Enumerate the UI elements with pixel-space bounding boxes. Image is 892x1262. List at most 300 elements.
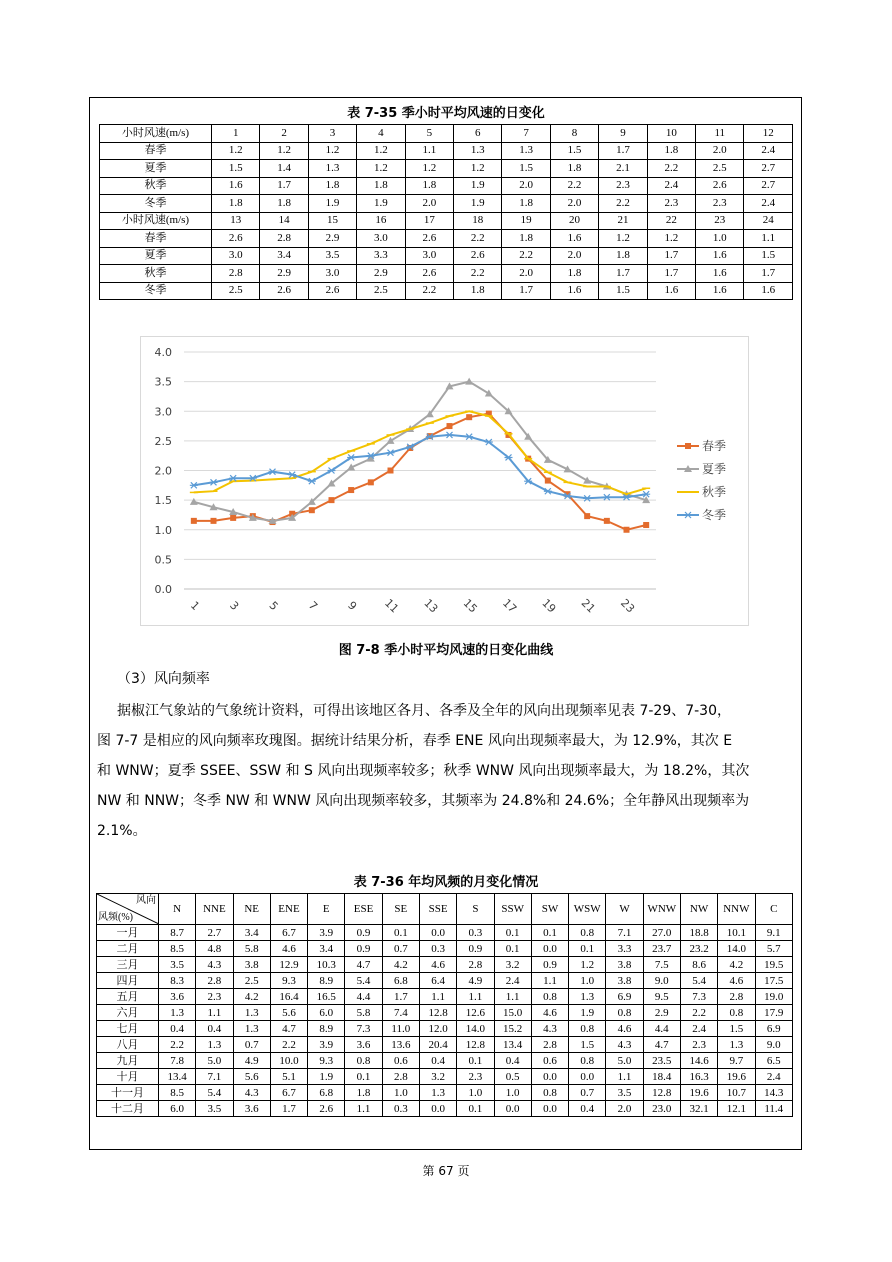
value-cell: 1.1 (405, 142, 453, 160)
value-cell: 0.8 (531, 989, 568, 1005)
value-cell: 3.6 (159, 989, 196, 1005)
value-cell: 7.3 (345, 1021, 382, 1037)
value-cell: 1.6 (696, 247, 744, 265)
value-cell: 4.7 (345, 957, 382, 973)
value-cell: 1.7 (599, 142, 647, 160)
frequency-label: 风频(%) (98, 912, 133, 923)
value-cell: 0.9 (457, 941, 494, 957)
table-35-caption: 表 7-35 季小时平均风速的日变化 (347, 106, 545, 121)
table-row (100, 230, 793, 248)
y-tick-label: 1.5 (154, 494, 172, 508)
hour-cell: 10 (647, 125, 695, 143)
value-cell: 4.4 (345, 989, 382, 1005)
hourly-wind-speed-chart (140, 336, 749, 626)
value-cell: 4.2 (718, 957, 755, 973)
value-cell: 10.3 (308, 957, 345, 973)
value-cell: 17.9 (755, 1005, 793, 1021)
value-cell: 8.3 (159, 973, 196, 989)
value-cell: 1.7 (647, 265, 695, 283)
season-cell: 春季 (100, 230, 212, 248)
value-cell: 2.0 (405, 195, 453, 213)
value-cell: 6.9 (755, 1021, 793, 1037)
value-cell: 1.5 (212, 160, 260, 178)
value-cell: 4.3 (606, 1037, 643, 1053)
value-cell: 6.7 (270, 925, 307, 941)
value-cell: 0.8 (606, 1005, 643, 1021)
value-cell: 9.5 (643, 989, 680, 1005)
value-cell: 17.5 (755, 973, 793, 989)
value-cell: 3.8 (606, 973, 643, 989)
paragraph-line: 2.1%。 (97, 823, 147, 839)
value-cell: 1.2 (357, 142, 405, 160)
hour-cell: 24 (744, 212, 793, 230)
value-cell: 0.4 (419, 1053, 456, 1069)
value-cell: 5.7 (755, 941, 793, 957)
value-cell: 1.1 (531, 973, 568, 989)
value-cell: 0.4 (569, 1101, 606, 1117)
value-cell: 2.0 (502, 265, 550, 283)
table-header-row (97, 894, 793, 925)
value-cell: 1.6 (647, 282, 695, 300)
value-cell: 0.1 (345, 1069, 382, 1085)
direction-header-cell: WSW (569, 894, 606, 925)
value-cell: 6.8 (382, 973, 419, 989)
value-cell: 0.9 (531, 957, 568, 973)
value-cell: 3.2 (419, 1069, 456, 1085)
paragraph-line: NW 和 NNW；冬季 NW 和 WNW 风向出现频率较多，其频率为 24.8%和 24.6%；全年静风出现频率为 (97, 793, 750, 809)
value-cell: 2.8 (382, 1069, 419, 1085)
table-row (97, 989, 793, 1005)
value-cell: 3.9 (308, 925, 345, 941)
x-tick-label: 3 (227, 598, 242, 614)
direction-header-cell: ENE (270, 894, 307, 925)
value-cell: 3.8 (233, 957, 270, 973)
value-cell: 9.0 (755, 1037, 793, 1053)
body-paragraph (97, 696, 797, 846)
value-cell: 16.3 (680, 1069, 717, 1085)
value-cell: 1.8 (405, 177, 453, 195)
y-tick-label: 3.5 (154, 375, 172, 389)
value-cell: 1.6 (212, 177, 260, 195)
value-cell: 9.0 (643, 973, 680, 989)
value-cell: 0.7 (233, 1037, 270, 1053)
value-cell: 0.0 (531, 941, 568, 957)
value-cell: 19.6 (680, 1085, 717, 1101)
value-cell: 5.6 (270, 1005, 307, 1021)
value-cell: 2.6 (696, 177, 744, 195)
value-cell: 12.6 (457, 1005, 494, 1021)
value-cell: 2.2 (270, 1037, 307, 1053)
value-cell: 1.2 (212, 142, 260, 160)
hour-cell: 22 (647, 212, 695, 230)
value-cell: 1.7 (502, 282, 550, 300)
hour-cell: 23 (696, 212, 744, 230)
value-cell: 11.0 (382, 1021, 419, 1037)
value-cell: 2.4 (680, 1021, 717, 1037)
value-cell: 19.6 (718, 1069, 755, 1085)
value-cell: 0.3 (457, 925, 494, 941)
value-cell: 5.6 (233, 1069, 270, 1085)
value-cell: 3.0 (308, 265, 356, 283)
direction-header-cell: E (308, 894, 345, 925)
value-cell: 4.6 (606, 1021, 643, 1037)
value-cell: 2.3 (647, 195, 695, 213)
y-tick-label: 2.0 (154, 464, 172, 478)
value-cell: 0.7 (569, 1085, 606, 1101)
value-cell: 2.2 (454, 265, 502, 283)
value-cell: 1.3 (454, 142, 502, 160)
value-cell: 1.7 (647, 247, 695, 265)
value-cell: 1.8 (550, 265, 598, 283)
data-point (329, 497, 335, 503)
value-cell: 16.5 (308, 989, 345, 1005)
value-cell: 2.5 (233, 973, 270, 989)
direction-header-cell: ESE (345, 894, 382, 925)
value-cell: 1.1 (494, 989, 531, 1005)
value-cell: 9.1 (755, 925, 793, 941)
value-cell: 2.4 (755, 1069, 793, 1085)
value-cell: 12.1 (718, 1101, 755, 1117)
legend-label: 秋季 (702, 485, 727, 499)
value-cell: 0.3 (419, 941, 456, 957)
value-cell: 0.1 (569, 941, 606, 957)
data-point (388, 468, 394, 474)
value-cell: 2.9 (308, 230, 356, 248)
value-cell: 0.8 (718, 1005, 755, 1021)
value-cell: 1.5 (599, 282, 647, 300)
value-cell: 3.0 (405, 247, 453, 265)
value-cell: 2.3 (196, 989, 233, 1005)
value-cell: 1.8 (308, 177, 356, 195)
value-cell: 3.2 (494, 957, 531, 973)
value-cell: 2.8 (260, 230, 308, 248)
x-tick-label: 19 (539, 596, 559, 616)
value-cell: 0.4 (196, 1021, 233, 1037)
value-cell: 1.7 (270, 1101, 307, 1117)
value-cell: 1.5 (569, 1037, 606, 1053)
value-cell: 0.8 (569, 925, 606, 941)
value-cell: 12.8 (643, 1085, 680, 1101)
x-tick-label: 15 (460, 596, 480, 616)
value-cell: 0.9 (345, 925, 382, 941)
hour-cell: 4 (357, 125, 405, 143)
value-cell: 1.1 (196, 1005, 233, 1021)
table-header-row (100, 125, 793, 143)
value-cell: 2.6 (308, 1101, 345, 1117)
data-point (604, 518, 610, 524)
value-cell: 2.8 (212, 265, 260, 283)
value-cell: 2.8 (196, 973, 233, 989)
value-cell: 3.5 (196, 1101, 233, 1117)
value-cell: 1.5 (718, 1021, 755, 1037)
row-header-cell: 小时风速(m/s) (100, 125, 212, 143)
value-cell: 1.6 (744, 282, 793, 300)
direction-header-cell: WNW (643, 894, 680, 925)
value-cell: 2.9 (643, 1005, 680, 1021)
table-row (100, 160, 793, 178)
value-cell: 2.2 (599, 195, 647, 213)
value-cell: 0.3 (382, 1101, 419, 1117)
legend-label: 夏季 (702, 462, 727, 476)
data-point (368, 479, 374, 485)
value-cell: 1.3 (502, 142, 550, 160)
table-row (100, 142, 793, 160)
hour-cell: 19 (502, 212, 550, 230)
month-cell: 十一月 (97, 1085, 159, 1101)
data-point (211, 518, 217, 524)
value-cell: 6.4 (419, 973, 456, 989)
value-cell: 1.2 (260, 142, 308, 160)
table-36-caption: 表 7-36 年均风频的月变化情况 (353, 875, 539, 890)
value-cell: 2.3 (457, 1069, 494, 1085)
hour-cell: 2 (260, 125, 308, 143)
value-cell: 1.1 (606, 1069, 643, 1085)
hour-cell: 12 (744, 125, 793, 143)
direction-label: 风向 (136, 895, 156, 906)
value-cell: 0.8 (569, 1021, 606, 1037)
value-cell: 8.6 (680, 957, 717, 973)
value-cell: 4.6 (419, 957, 456, 973)
month-cell: 十月 (97, 1069, 159, 1085)
table-row (97, 1085, 793, 1101)
value-cell: 3.6 (345, 1037, 382, 1053)
value-cell: 3.0 (357, 230, 405, 248)
hour-cell: 8 (550, 125, 598, 143)
table-row (100, 265, 793, 283)
value-cell: 0.4 (494, 1053, 531, 1069)
month-cell: 二月 (97, 941, 159, 957)
legend-label: 春季 (702, 439, 727, 453)
value-cell: 7.3 (680, 989, 717, 1005)
table-35 (99, 124, 793, 300)
value-cell: 1.3 (718, 1037, 755, 1053)
month-cell: 一月 (97, 925, 159, 941)
hour-cell: 15 (308, 212, 356, 230)
direction-header-cell: C (755, 894, 793, 925)
value-cell: 2.6 (454, 247, 502, 265)
direction-header-cell: NNE (196, 894, 233, 925)
value-cell: 2.4 (744, 142, 793, 160)
value-cell: 0.6 (382, 1053, 419, 1069)
y-tick-label: 0.0 (154, 583, 172, 596)
y-tick-label: 1.0 (154, 523, 172, 537)
direction-header-cell: SSW (494, 894, 531, 925)
value-cell: 1.2 (569, 957, 606, 973)
table-row (97, 1005, 793, 1021)
value-cell: 6.7 (270, 1085, 307, 1101)
value-cell: 4.3 (196, 957, 233, 973)
season-cell: 秋季 (100, 177, 212, 195)
value-cell: 5.4 (680, 973, 717, 989)
value-cell: 1.9 (308, 195, 356, 213)
value-cell: 2.2 (454, 230, 502, 248)
value-cell: 4.9 (233, 1053, 270, 1069)
direction-header-cell: SW (531, 894, 568, 925)
value-cell: 4.7 (643, 1037, 680, 1053)
season-cell: 夏季 (100, 160, 212, 178)
table-row (97, 1101, 793, 1117)
value-cell: 2.7 (196, 925, 233, 941)
value-cell: 2.4 (647, 177, 695, 195)
value-cell: 2.0 (550, 195, 598, 213)
value-cell: 2.2 (159, 1037, 196, 1053)
season-cell: 夏季 (100, 247, 212, 265)
x-tick-label: 23 (618, 596, 638, 616)
value-cell: 1.3 (569, 989, 606, 1005)
value-cell: 1.5 (502, 160, 550, 178)
value-cell: 1.8 (502, 230, 550, 248)
month-cell: 五月 (97, 989, 159, 1005)
value-cell: 0.1 (494, 925, 531, 941)
hour-cell: 20 (550, 212, 598, 230)
hour-cell: 5 (405, 125, 453, 143)
value-cell: 1.4 (260, 160, 308, 178)
data-point (348, 487, 354, 493)
month-cell: 三月 (97, 957, 159, 973)
y-tick-label: 2.5 (154, 434, 172, 448)
value-cell: 1.6 (550, 282, 598, 300)
value-cell: 2.6 (212, 230, 260, 248)
value-cell: 0.0 (531, 1069, 568, 1085)
hour-cell: 7 (502, 125, 550, 143)
value-cell: 1.7 (744, 265, 793, 283)
value-cell: 2.6 (260, 282, 308, 300)
value-cell: 1.1 (345, 1101, 382, 1117)
value-cell: 1.0 (457, 1085, 494, 1101)
value-cell: 4.4 (643, 1021, 680, 1037)
value-cell: 1.8 (647, 142, 695, 160)
hour-cell: 3 (308, 125, 356, 143)
value-cell: 3.3 (606, 941, 643, 957)
value-cell: 0.7 (382, 941, 419, 957)
value-cell: 1.3 (419, 1085, 456, 1101)
direction-header-cell: NW (680, 894, 717, 925)
value-cell: 5.0 (606, 1053, 643, 1069)
value-cell: 2.2 (680, 1005, 717, 1021)
value-cell: 14.0 (718, 941, 755, 957)
hour-cell: 14 (260, 212, 308, 230)
table-row (97, 1053, 793, 1069)
value-cell: 14.0 (457, 1021, 494, 1037)
value-cell: 5.8 (345, 1005, 382, 1021)
value-cell: 1.8 (345, 1085, 382, 1101)
value-cell: 1.2 (357, 160, 405, 178)
table-row (97, 1021, 793, 1037)
value-cell: 3.4 (308, 941, 345, 957)
value-cell: 6.5 (755, 1053, 793, 1069)
x-tick-label: 21 (578, 596, 598, 616)
value-cell: 2.6 (405, 265, 453, 283)
value-cell: 32.1 (680, 1101, 717, 1117)
direction-header-cell: SSE (419, 894, 456, 925)
value-cell: 2.8 (457, 957, 494, 973)
value-cell: 2.8 (718, 989, 755, 1005)
value-cell: 1.8 (454, 282, 502, 300)
value-cell: 27.0 (643, 925, 680, 941)
value-cell: 18.4 (643, 1069, 680, 1085)
table-row (100, 282, 793, 300)
value-cell: 9.3 (270, 973, 307, 989)
value-cell: 1.1 (744, 230, 793, 248)
value-cell: 4.2 (382, 957, 419, 973)
value-cell: 2.5 (212, 282, 260, 300)
value-cell: 1.8 (550, 160, 598, 178)
value-cell: 23.0 (643, 1101, 680, 1117)
data-point (230, 515, 236, 521)
table-row (97, 973, 793, 989)
table-row (100, 177, 793, 195)
value-cell: 3.5 (159, 957, 196, 973)
value-cell: 2.2 (647, 160, 695, 178)
value-cell: 2.2 (405, 282, 453, 300)
value-cell: 0.1 (494, 941, 531, 957)
value-cell: 3.4 (260, 247, 308, 265)
value-cell: 23.7 (643, 941, 680, 957)
value-cell: 2.6 (308, 282, 356, 300)
value-cell: 3.8 (606, 957, 643, 973)
value-cell: 0.0 (419, 1101, 456, 1117)
value-cell: 2.3 (680, 1037, 717, 1053)
value-cell: 1.6 (696, 265, 744, 283)
season-cell: 冬季 (100, 282, 212, 300)
value-cell: 12.8 (457, 1037, 494, 1053)
value-cell: 1.9 (357, 195, 405, 213)
value-cell: 1.7 (599, 265, 647, 283)
x-tick-label: 7 (305, 598, 320, 614)
value-cell: 4.3 (233, 1085, 270, 1101)
value-cell: 2.0 (550, 247, 598, 265)
value-cell: 3.3 (357, 247, 405, 265)
value-cell: 1.2 (454, 160, 502, 178)
value-cell: 6.0 (308, 1005, 345, 1021)
hour-cell: 18 (454, 212, 502, 230)
value-cell: 1.3 (159, 1005, 196, 1021)
legend-label: 冬季 (702, 508, 727, 522)
x-tick-label: 11 (382, 596, 402, 616)
value-cell: 2.5 (357, 282, 405, 300)
value-cell: 0.8 (531, 1085, 568, 1101)
value-cell: 4.9 (457, 973, 494, 989)
value-cell: 0.1 (457, 1101, 494, 1117)
x-tick-label: 17 (500, 596, 520, 616)
table-header-row (100, 212, 793, 230)
value-cell: 1.9 (454, 195, 502, 213)
paragraph-line: 图 7-7 是相应的风向频率玫瑰图。据统计结果分析，春季 ENE 风向出现频率最大，为 12.9%，其次 E (97, 733, 733, 749)
value-cell: 1.0 (569, 973, 606, 989)
value-cell: 2.4 (744, 195, 793, 213)
value-cell: 13.4 (494, 1037, 531, 1053)
value-cell: 2.3 (696, 195, 744, 213)
value-cell: 1.0 (494, 1085, 531, 1101)
data-point (584, 513, 590, 519)
value-cell: 0.8 (345, 1053, 382, 1069)
value-cell: 15.2 (494, 1021, 531, 1037)
value-cell: 4.8 (196, 941, 233, 957)
table-row (97, 1037, 793, 1053)
direction-header-cell: NE (233, 894, 270, 925)
season-cell: 春季 (100, 142, 212, 160)
month-cell: 八月 (97, 1037, 159, 1053)
value-cell: 12.9 (270, 957, 307, 973)
value-cell: 0.0 (569, 1069, 606, 1085)
value-cell: 1.2 (647, 230, 695, 248)
value-cell: 7.1 (196, 1069, 233, 1085)
value-cell: 2.4 (494, 973, 531, 989)
value-cell: 7.8 (159, 1053, 196, 1069)
value-cell: 8.9 (308, 973, 345, 989)
value-cell: 3.9 (308, 1037, 345, 1053)
value-cell: 3.5 (308, 247, 356, 265)
